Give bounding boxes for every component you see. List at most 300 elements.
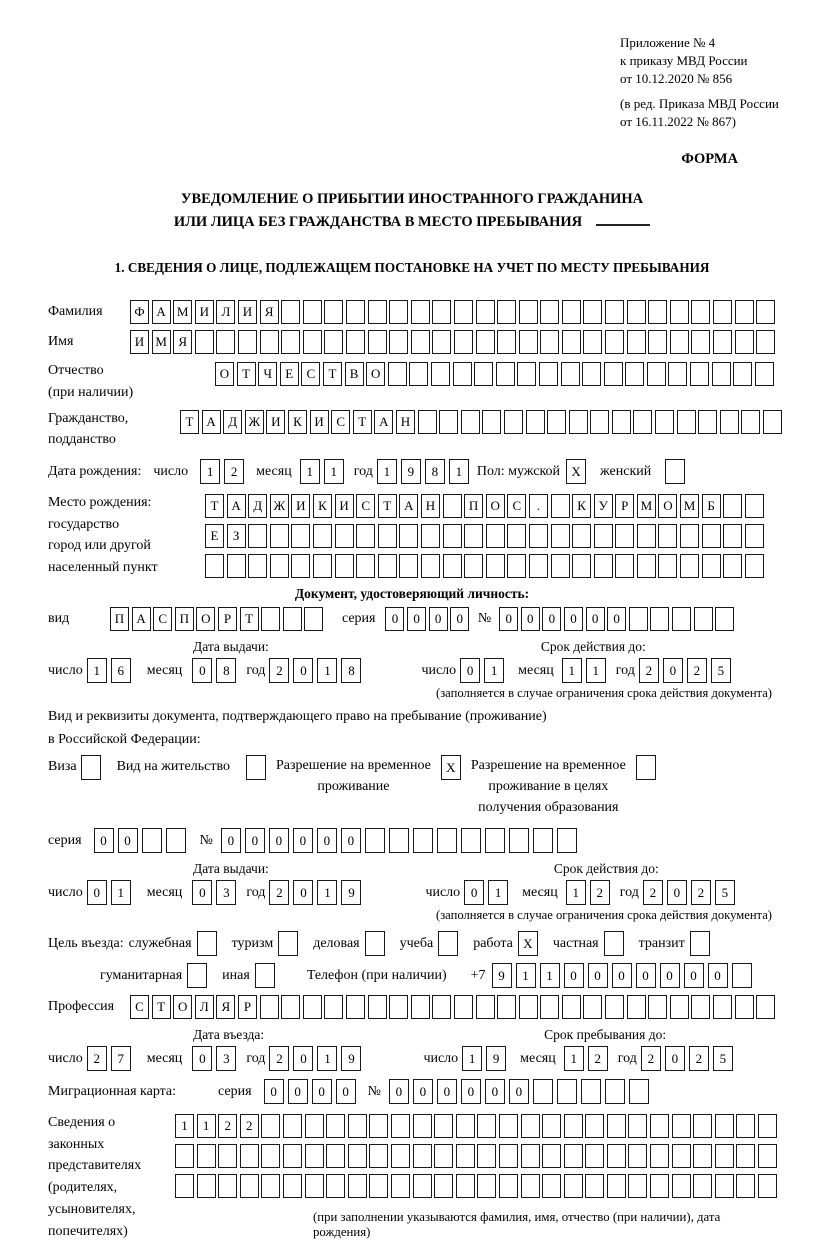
char-cell[interactable]	[758, 1114, 777, 1138]
char-cell[interactable]	[454, 330, 473, 354]
char-cell[interactable]	[348, 1144, 367, 1168]
char-cell[interactable]	[486, 524, 505, 548]
char-cell[interactable]: Н	[421, 494, 440, 518]
char-cell[interactable]	[693, 1174, 712, 1198]
char-cell[interactable]: 1	[540, 963, 560, 988]
char-cell[interactable]	[166, 828, 186, 853]
char-cell[interactable]: С	[507, 494, 526, 518]
char-cell[interactable]: М	[152, 330, 171, 354]
char-cell[interactable]: О	[215, 362, 234, 386]
char-cell[interactable]: П	[464, 494, 483, 518]
doc-type-input[interactable]	[110, 607, 326, 631]
char-cell[interactable]	[456, 1114, 475, 1138]
char-cell[interactable]	[585, 1144, 604, 1168]
char-cell[interactable]	[637, 524, 656, 548]
char-cell[interactable]: К	[288, 410, 307, 434]
doc-valid-month-input[interactable]	[562, 658, 610, 683]
char-cell[interactable]	[270, 524, 289, 548]
char-cell[interactable]: 1	[488, 880, 508, 905]
char-cell[interactable]	[432, 995, 451, 1019]
char-cell[interactable]: 1	[484, 658, 504, 683]
char-cell[interactable]	[477, 1144, 496, 1168]
char-cell[interactable]: 9	[341, 1046, 361, 1071]
char-cell[interactable]: А	[227, 494, 246, 518]
char-cell[interactable]	[399, 554, 418, 578]
sex-male-checkbox[interactable]	[566, 459, 590, 484]
char-cell[interactable]	[690, 931, 710, 956]
char-cell[interactable]: 0	[264, 1079, 284, 1104]
char-cell[interactable]: 9	[492, 963, 512, 988]
char-cell[interactable]	[628, 1144, 647, 1168]
char-cell[interactable]: 1	[200, 459, 220, 484]
char-cell[interactable]	[255, 963, 275, 988]
char-cell[interactable]	[348, 1114, 367, 1138]
char-cell[interactable]	[629, 1079, 649, 1104]
char-cell[interactable]	[650, 1174, 669, 1198]
sex-female-checkbox[interactable]	[665, 459, 689, 484]
purpose-study-checkbox[interactable]	[438, 931, 462, 956]
char-cell[interactable]: 1	[317, 1046, 337, 1071]
purpose-humanitarian-checkbox[interactable]	[187, 963, 211, 988]
char-cell[interactable]	[723, 524, 742, 548]
char-cell[interactable]: 0	[245, 828, 265, 853]
char-cell[interactable]	[291, 524, 310, 548]
char-cell[interactable]	[497, 300, 516, 324]
char-cell[interactable]: Н	[396, 410, 415, 434]
char-cell[interactable]	[368, 300, 387, 324]
char-cell[interactable]: И	[195, 300, 214, 324]
purpose-official-checkbox[interactable]	[197, 931, 221, 956]
char-cell[interactable]	[758, 1174, 777, 1198]
char-cell[interactable]	[305, 1174, 324, 1198]
char-cell[interactable]: 2	[691, 880, 711, 905]
char-cell[interactable]	[216, 330, 235, 354]
char-cell[interactable]	[715, 1144, 734, 1168]
char-cell[interactable]: Д	[223, 410, 242, 434]
char-cell[interactable]	[542, 1114, 561, 1138]
char-cell[interactable]: Р	[615, 494, 634, 518]
char-cell[interactable]	[421, 554, 440, 578]
purpose-private-checkbox[interactable]	[604, 931, 628, 956]
char-cell[interactable]: 0	[192, 880, 212, 905]
char-cell[interactable]	[485, 828, 505, 853]
char-cell[interactable]: 2	[224, 459, 244, 484]
char-cell[interactable]: 0	[460, 658, 480, 683]
char-cell[interactable]	[607, 1114, 626, 1138]
char-cell[interactable]	[605, 330, 624, 354]
char-cell[interactable]	[497, 995, 516, 1019]
char-cell[interactable]	[564, 1174, 583, 1198]
char-cell[interactable]: 6	[111, 658, 131, 683]
char-cell[interactable]	[313, 524, 332, 548]
char-cell[interactable]	[594, 524, 613, 548]
char-cell[interactable]	[713, 995, 732, 1019]
char-cell[interactable]: Д	[248, 494, 267, 518]
char-cell[interactable]	[594, 554, 613, 578]
char-cell[interactable]	[756, 330, 775, 354]
char-cell[interactable]	[346, 330, 365, 354]
char-cell[interactable]: Ж	[245, 410, 264, 434]
res-issue-year-input[interactable]	[269, 880, 365, 905]
char-cell[interactable]: 5	[715, 880, 735, 905]
char-cell[interactable]: Я	[260, 300, 279, 324]
char-cell[interactable]: 5	[713, 1046, 733, 1071]
char-cell[interactable]: 3	[216, 1046, 236, 1071]
char-cell[interactable]: X	[441, 755, 461, 780]
char-cell[interactable]	[650, 607, 669, 631]
char-cell[interactable]	[723, 494, 742, 518]
char-cell[interactable]: 0	[94, 828, 114, 853]
char-cell[interactable]: Л	[216, 300, 235, 324]
char-cell[interactable]: 2	[240, 1114, 259, 1138]
char-cell[interactable]	[476, 995, 495, 1019]
char-cell[interactable]	[326, 1114, 345, 1138]
char-cell[interactable]	[456, 1174, 475, 1198]
char-cell[interactable]	[499, 1114, 518, 1138]
char-cell[interactable]	[715, 1174, 734, 1198]
char-cell[interactable]: 1	[516, 963, 536, 988]
char-cell[interactable]: 0	[450, 607, 469, 631]
char-cell[interactable]: И	[130, 330, 149, 354]
res-series-input[interactable]	[94, 828, 190, 853]
char-cell[interactable]	[521, 1144, 540, 1168]
char-cell[interactable]	[585, 1174, 604, 1198]
char-cell[interactable]: Р	[238, 995, 257, 1019]
char-cell[interactable]: Ч	[258, 362, 277, 386]
res-valid-month-input[interactable]	[566, 880, 614, 905]
char-cell[interactable]	[391, 1114, 410, 1138]
char-cell[interactable]	[557, 1079, 577, 1104]
char-cell[interactable]	[519, 330, 538, 354]
char-cell[interactable]	[691, 330, 710, 354]
char-cell[interactable]	[551, 554, 570, 578]
char-cell[interactable]	[291, 554, 310, 578]
char-cell[interactable]	[529, 554, 548, 578]
char-cell[interactable]	[240, 1144, 259, 1168]
char-cell[interactable]	[303, 330, 322, 354]
char-cell[interactable]	[540, 330, 559, 354]
char-cell[interactable]	[655, 410, 674, 434]
visa-checkbox[interactable]	[81, 755, 101, 780]
char-cell[interactable]: 2	[639, 658, 659, 683]
char-cell[interactable]	[521, 1174, 540, 1198]
char-cell[interactable]: И	[266, 410, 285, 434]
char-cell[interactable]: О	[486, 494, 505, 518]
citizenship-input[interactable]	[180, 410, 785, 434]
char-cell[interactable]: О	[366, 362, 385, 386]
char-cell[interactable]: Ж	[270, 494, 289, 518]
char-cell[interactable]: 0	[499, 607, 518, 631]
temp-residence-edu-checkbox[interactable]	[636, 755, 656, 780]
char-cell[interactable]	[585, 1114, 604, 1138]
char-cell[interactable]: А	[374, 410, 393, 434]
birth-month-input[interactable]	[300, 459, 348, 484]
char-cell[interactable]: 0	[413, 1079, 433, 1104]
char-cell[interactable]	[411, 330, 430, 354]
char-cell[interactable]	[461, 410, 480, 434]
char-cell[interactable]	[691, 995, 710, 1019]
char-cell[interactable]: 1	[562, 658, 582, 683]
char-cell[interactable]	[281, 300, 300, 324]
char-cell[interactable]: Е	[205, 524, 224, 548]
char-cell[interactable]: 0	[660, 963, 680, 988]
char-cell[interactable]	[650, 1144, 669, 1168]
char-cell[interactable]: 9	[401, 459, 421, 484]
doc-valid-day-input[interactable]	[460, 658, 508, 683]
char-cell[interactable]: 3	[216, 880, 236, 905]
char-cell[interactable]	[496, 362, 515, 386]
char-cell[interactable]	[305, 1144, 324, 1168]
char-cell[interactable]	[454, 300, 473, 324]
char-cell[interactable]	[561, 362, 580, 386]
res-valid-day-input[interactable]	[464, 880, 512, 905]
char-cell[interactable]: 0	[663, 658, 683, 683]
birth-day-input[interactable]	[200, 459, 248, 484]
char-cell[interactable]: 1	[586, 658, 606, 683]
char-cell[interactable]	[283, 1174, 302, 1198]
char-cell[interactable]	[615, 524, 634, 548]
char-cell[interactable]: А	[152, 300, 171, 324]
char-cell[interactable]	[356, 554, 375, 578]
char-cell[interactable]: 0	[293, 658, 313, 683]
char-cell[interactable]	[197, 1174, 216, 1198]
char-cell[interactable]	[562, 330, 581, 354]
phone-input[interactable]	[492, 963, 756, 988]
char-cell[interactable]	[723, 554, 742, 578]
char-cell[interactable]: Б	[702, 494, 721, 518]
char-cell[interactable]: 0	[221, 828, 241, 853]
char-cell[interactable]	[756, 300, 775, 324]
doc-series-input[interactable]	[385, 607, 471, 631]
entry-month-input[interactable]	[192, 1046, 240, 1071]
char-cell[interactable]	[533, 1079, 553, 1104]
representatives-row-3[interactable]	[175, 1174, 780, 1198]
char-cell[interactable]: 8	[425, 459, 445, 484]
char-cell[interactable]	[715, 607, 734, 631]
char-cell[interactable]	[499, 1144, 518, 1168]
char-cell[interactable]	[389, 828, 409, 853]
char-cell[interactable]	[668, 362, 687, 386]
char-cell[interactable]	[305, 1114, 324, 1138]
char-cell[interactable]	[281, 330, 300, 354]
char-cell[interactable]: 1	[197, 1114, 216, 1138]
char-cell[interactable]	[693, 1114, 712, 1138]
char-cell[interactable]	[612, 410, 631, 434]
char-cell[interactable]	[346, 300, 365, 324]
char-cell[interactable]: С	[301, 362, 320, 386]
char-cell[interactable]	[507, 524, 526, 548]
char-cell[interactable]	[356, 524, 375, 548]
char-cell[interactable]: .	[529, 494, 548, 518]
char-cell[interactable]	[745, 554, 764, 578]
char-cell[interactable]: 2	[87, 1046, 107, 1071]
char-cell[interactable]: X	[566, 459, 586, 484]
char-cell[interactable]	[691, 300, 710, 324]
char-cell[interactable]	[648, 330, 667, 354]
char-cell[interactable]	[453, 362, 472, 386]
char-cell[interactable]	[197, 931, 217, 956]
char-cell[interactable]	[261, 1144, 280, 1168]
char-cell[interactable]	[650, 1114, 669, 1138]
char-cell[interactable]: Т	[378, 494, 397, 518]
char-cell[interactable]: О	[658, 494, 677, 518]
char-cell[interactable]	[369, 1144, 388, 1168]
res-issue-day-input[interactable]	[87, 880, 135, 905]
char-cell[interactable]	[278, 931, 298, 956]
char-cell[interactable]	[605, 1079, 625, 1104]
char-cell[interactable]: И	[335, 494, 354, 518]
char-cell[interactable]	[680, 524, 699, 548]
char-cell[interactable]	[672, 1144, 691, 1168]
char-cell[interactable]: 1	[300, 459, 320, 484]
char-cell[interactable]: А	[399, 494, 418, 518]
char-cell[interactable]	[633, 410, 652, 434]
char-cell[interactable]	[195, 330, 214, 354]
char-cell[interactable]	[283, 607, 302, 631]
char-cell[interactable]	[658, 554, 677, 578]
char-cell[interactable]	[627, 995, 646, 1019]
purpose-work-checkbox[interactable]	[518, 931, 542, 956]
char-cell[interactable]: П	[175, 607, 194, 631]
char-cell[interactable]	[421, 524, 440, 548]
res-valid-year-input[interactable]	[643, 880, 739, 905]
birth-place-row-2[interactable]	[205, 524, 766, 548]
char-cell[interactable]: 0	[636, 963, 656, 988]
char-cell[interactable]	[551, 494, 570, 518]
char-cell[interactable]	[411, 995, 430, 1019]
char-cell[interactable]	[486, 554, 505, 578]
char-cell[interactable]	[582, 362, 601, 386]
char-cell[interactable]: Т	[353, 410, 372, 434]
res-issue-month-input[interactable]	[192, 880, 240, 905]
char-cell[interactable]	[142, 828, 162, 853]
char-cell[interactable]	[509, 828, 529, 853]
char-cell[interactable]	[409, 362, 428, 386]
char-cell[interactable]	[261, 1174, 280, 1198]
mig-number-input[interactable]	[389, 1079, 653, 1104]
given-name-input[interactable]	[130, 330, 778, 354]
stay-year-input[interactable]	[641, 1046, 737, 1071]
char-cell[interactable]: Я	[173, 330, 192, 354]
doc-issue-day-input[interactable]	[87, 658, 135, 683]
char-cell[interactable]	[454, 995, 473, 1019]
char-cell[interactable]	[741, 410, 760, 434]
char-cell[interactable]	[572, 524, 591, 548]
char-cell[interactable]: К	[313, 494, 332, 518]
char-cell[interactable]	[677, 410, 696, 434]
char-cell[interactable]	[283, 1144, 302, 1168]
char-cell[interactable]: 0	[612, 963, 632, 988]
char-cell[interactable]: С	[356, 494, 375, 518]
char-cell[interactable]	[461, 828, 481, 853]
char-cell[interactable]: 0	[407, 607, 426, 631]
char-cell[interactable]	[175, 1174, 194, 1198]
char-cell[interactable]: 2	[641, 1046, 661, 1071]
representatives-row-2[interactable]	[175, 1144, 780, 1168]
char-cell[interactable]	[246, 755, 266, 780]
char-cell[interactable]	[569, 410, 588, 434]
char-cell[interactable]	[187, 963, 207, 988]
char-cell[interactable]: 0	[667, 880, 687, 905]
char-cell[interactable]: 2	[689, 1046, 709, 1071]
char-cell[interactable]	[464, 554, 483, 578]
char-cell[interactable]	[542, 1144, 561, 1168]
char-cell[interactable]	[443, 494, 462, 518]
char-cell[interactable]	[389, 330, 408, 354]
char-cell[interactable]: О	[173, 995, 192, 1019]
char-cell[interactable]: 0	[293, 828, 313, 853]
char-cell[interactable]	[456, 1144, 475, 1168]
char-cell[interactable]	[205, 554, 224, 578]
char-cell[interactable]	[335, 524, 354, 548]
char-cell[interactable]: Л	[195, 995, 214, 1019]
char-cell[interactable]	[218, 1174, 237, 1198]
patronymic-input[interactable]	[215, 362, 776, 386]
char-cell[interactable]: В	[345, 362, 364, 386]
char-cell[interactable]	[539, 362, 558, 386]
char-cell[interactable]	[670, 300, 689, 324]
char-cell[interactable]	[413, 828, 433, 853]
char-cell[interactable]	[437, 828, 457, 853]
char-cell[interactable]	[507, 554, 526, 578]
char-cell[interactable]	[248, 524, 267, 548]
birth-year-input[interactable]	[377, 459, 473, 484]
char-cell[interactable]	[477, 1114, 496, 1138]
char-cell[interactable]	[672, 1114, 691, 1138]
char-cell[interactable]	[648, 300, 667, 324]
char-cell[interactable]	[482, 410, 501, 434]
char-cell[interactable]: И	[238, 300, 257, 324]
char-cell[interactable]: 2	[643, 880, 663, 905]
char-cell[interactable]	[81, 755, 101, 780]
char-cell[interactable]	[313, 554, 332, 578]
char-cell[interactable]	[672, 1174, 691, 1198]
char-cell[interactable]	[434, 1114, 453, 1138]
char-cell[interactable]	[443, 524, 462, 548]
char-cell[interactable]	[476, 300, 495, 324]
char-cell[interactable]: М	[637, 494, 656, 518]
purpose-transit-checkbox[interactable]	[690, 931, 714, 956]
char-cell[interactable]	[755, 362, 774, 386]
char-cell[interactable]	[261, 607, 280, 631]
char-cell[interactable]: 1	[449, 459, 469, 484]
doc-issue-month-input[interactable]	[192, 658, 240, 683]
char-cell[interactable]: 8	[341, 658, 361, 683]
char-cell[interactable]: 0	[437, 1079, 457, 1104]
char-cell[interactable]	[533, 828, 553, 853]
char-cell[interactable]	[526, 410, 545, 434]
char-cell[interactable]	[680, 554, 699, 578]
char-cell[interactable]	[346, 995, 365, 1019]
char-cell[interactable]: И	[291, 494, 310, 518]
char-cell[interactable]	[218, 1144, 237, 1168]
char-cell[interactable]: 0	[564, 607, 583, 631]
char-cell[interactable]: 0	[588, 963, 608, 988]
char-cell[interactable]	[763, 410, 782, 434]
char-cell[interactable]	[658, 524, 677, 548]
char-cell[interactable]	[604, 362, 623, 386]
char-cell[interactable]: 0	[542, 607, 561, 631]
char-cell[interactable]: С	[130, 995, 149, 1019]
char-cell[interactable]	[438, 931, 458, 956]
char-cell[interactable]: 2	[269, 1046, 289, 1071]
char-cell[interactable]: Р	[218, 607, 237, 631]
char-cell[interactable]: 0	[586, 607, 605, 631]
char-cell[interactable]: 0	[521, 607, 540, 631]
representatives-row-1[interactable]	[175, 1114, 780, 1138]
char-cell[interactable]	[735, 300, 754, 324]
char-cell[interactable]	[562, 300, 581, 324]
